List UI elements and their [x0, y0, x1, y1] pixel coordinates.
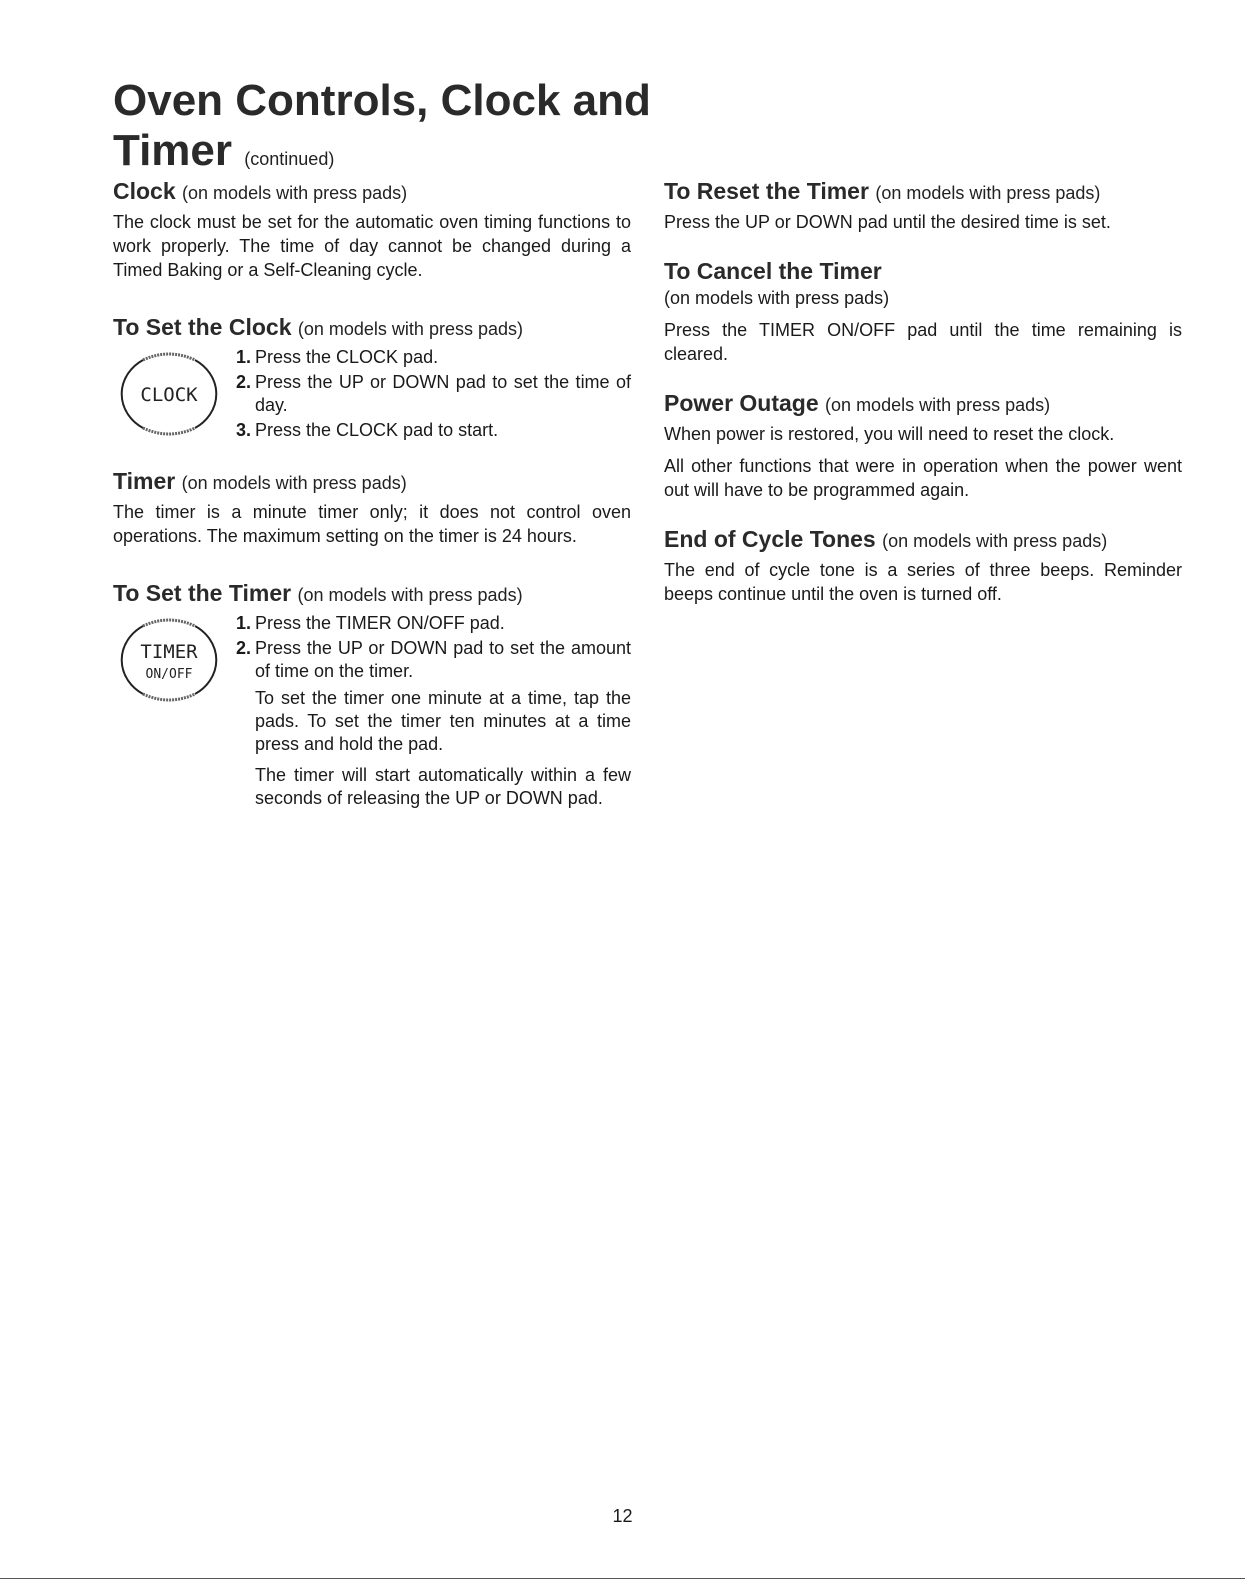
- clock-heading: Clock: [113, 178, 176, 204]
- title-line-1: Oven Controls, Clock and: [113, 76, 651, 125]
- title-line-2: Timer: [113, 126, 233, 175]
- page-number: 12: [612, 1506, 633, 1526]
- set-timer-steps-wrap: [113, 612, 631, 820]
- section-heading: [113, 176, 631, 208]
- end-tones-heading: End of Cycle Tones: [664, 526, 876, 552]
- reset-timer-heading: To Reset the Timer: [664, 178, 869, 204]
- section-timer: [113, 466, 631, 548]
- cancel-timer-note: (on models with press pads): [664, 288, 890, 308]
- step-item: [225, 346, 631, 369]
- clock-pad-icon: [113, 346, 225, 442]
- step-text: Press the UP or DOWN pad to set the time of day.: [255, 372, 631, 415]
- power-outage-heading: Power Outage: [664, 390, 819, 416]
- step-item: [225, 371, 631, 417]
- end-tones-body: The end of cycle tone is a series of three beeps. Reminder beeps continue until the oven is turned off.: [664, 560, 1182, 604]
- section-power-outage: [664, 388, 1182, 502]
- section-heading: [664, 524, 1182, 556]
- section-heading: [664, 388, 1182, 420]
- step-number: 2.: [235, 638, 251, 658]
- set-clock-steps: [225, 346, 631, 444]
- step-number: 1.: [235, 613, 251, 633]
- section-heading: [664, 176, 1182, 208]
- set-timer-steps: [225, 612, 631, 820]
- section-cancel-timer: [664, 256, 1182, 366]
- step-number: 3.: [235, 420, 251, 440]
- page-title: [113, 76, 651, 184]
- timer-heading: Timer: [113, 468, 176, 494]
- cancel-timer-body: Press the TIMER ON/OFF pad until the time remaining is cleared.: [664, 320, 1182, 364]
- title-continued: (continued): [244, 149, 335, 169]
- timer-body: The timer is a minute timer only; it does not control oven operations. The maximum setting on the timer is 24 hours.: [113, 502, 631, 546]
- right-column: [664, 176, 1182, 606]
- timer-pad-icon: [113, 612, 225, 708]
- timer-para-1: To set the timer one minute at a time, tap the pads. To set the timer ten minutes at a time press and hold the pad.: [255, 688, 631, 754]
- left-column: [113, 176, 631, 820]
- set-timer-note: (on models with press pads): [297, 585, 523, 605]
- set-clock-heading: To Set the Clock: [113, 314, 292, 340]
- section-heading: [113, 312, 631, 344]
- end-tones-note: (on models with press pads): [882, 531, 1108, 551]
- power-outage-body-1: When power is restored, you will need to reset the clock.: [664, 424, 1115, 444]
- bottom-rule: [0, 1578, 1245, 1579]
- timer-pad-sublabel: ON/OFF: [145, 667, 193, 682]
- step-text: Press the CLOCK pad.: [255, 347, 439, 367]
- step-text-block: [255, 637, 631, 818]
- timer-pad-label: TIMER: [140, 641, 198, 663]
- step-text: Press the UP or DOWN pad to set the amount of time on the timer.: [255, 638, 631, 681]
- section-clock: [113, 176, 631, 282]
- section-reset-timer: [664, 176, 1182, 234]
- set-clock-steps-wrap: [113, 346, 631, 444]
- reset-timer-body: Press the UP or DOWN pad until the desired time is set.: [664, 212, 1111, 232]
- clock-body: The clock must be set for the automatic oven timing functions to work properly. The time of day cannot be changed during a Timed Baking or a Self-Cleaning cycle.: [113, 212, 631, 280]
- step-item: [225, 637, 631, 818]
- step-text: Press the CLOCK pad to start.: [255, 420, 499, 440]
- section-end-tones: [664, 524, 1182, 606]
- timer-note: (on models with press pads): [181, 473, 407, 493]
- section-set-timer: [113, 578, 631, 820]
- power-outage-body-2: All other functions that were in operation when the power went out will have to be programmed again.: [664, 456, 1182, 500]
- step-text: Press the TIMER ON/OFF pad.: [255, 613, 505, 633]
- section-heading: [113, 466, 631, 498]
- step-number: 1.: [235, 347, 251, 367]
- timer-para-2: The timer will start automatically within a few seconds of releasing the UP or DOWN pad.: [255, 765, 631, 808]
- reset-timer-note: (on models with press pads): [875, 183, 1101, 203]
- step-item: [225, 612, 631, 635]
- set-timer-heading: To Set the Timer: [113, 580, 292, 606]
- section-set-clock: [113, 312, 631, 444]
- power-outage-note: (on models with press pads): [825, 395, 1051, 415]
- cancel-timer-heading: To Cancel the Timer: [664, 258, 882, 284]
- section-heading: [113, 578, 631, 610]
- clock-pad-label: CLOCK: [140, 384, 198, 406]
- step-item: [225, 419, 631, 442]
- step-number: 2.: [235, 372, 251, 392]
- set-clock-note: (on models with press pads): [297, 319, 523, 339]
- clock-note: (on models with press pads): [182, 183, 408, 203]
